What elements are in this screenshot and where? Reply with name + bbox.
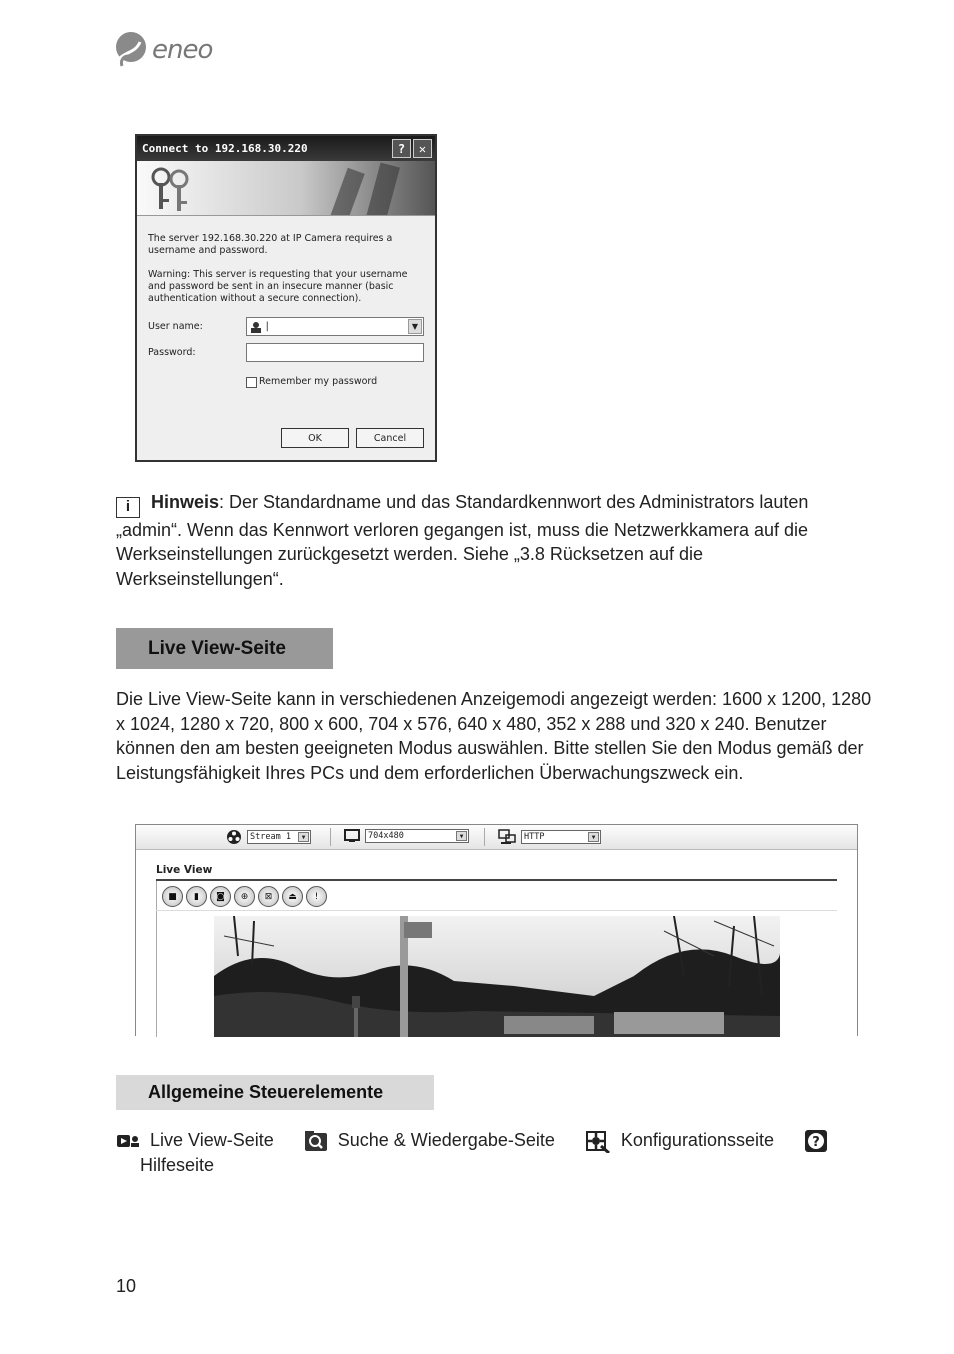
control-label-configuration: Konfigurationsseite [620, 1130, 774, 1150]
monitor-icon [344, 829, 360, 843]
dialog-title: Connect to 192.168.30.220 [142, 142, 308, 155]
username-value: | [265, 320, 269, 332]
camera-image [214, 916, 780, 1037]
control-label-help: Hilfeseite [140, 1155, 215, 1176]
note-text: : Der Standardname und das Standardkennwort des Administrators lauten „admin“. Wenn das Kennwort verloren gegangen ist, muss die Netzwerkkamera auf die Werkseinstellungen zurückgesetzt werden. Siehe „3.8 Rücksetzen auf die Werkseinstellungen“. [116, 492, 809, 589]
dialog-banner [137, 161, 435, 216]
help-icon [804, 1129, 828, 1153]
note-title: Hinweis [151, 492, 220, 512]
eneo-logo [114, 30, 212, 70]
login-dialog [135, 134, 437, 462]
stream-select[interactable]: Stream 1 ▼ [247, 830, 311, 844]
record-button[interactable]: ⏏ [282, 886, 303, 907]
live-view-title: Live View [156, 864, 213, 876]
svg-text:?: ? [812, 1135, 820, 1151]
note-paragraph [116, 490, 856, 591]
pause-button[interactable]: ▮ [186, 886, 207, 907]
dialog-warning: Warning: This server is requesting that your username and password be sent in an insecure manner (basic authentication without a secure connection). [148, 269, 408, 304]
fullscreen-button[interactable]: ⊠ [258, 886, 279, 907]
keys-icon [149, 165, 195, 213]
section-heading-general-controls: Allgemeine Steuerelemente [116, 1075, 434, 1110]
page-number: 10 [116, 1276, 137, 1296]
section-heading-live-view: Live View-Seite [116, 628, 333, 669]
protocol-select[interactable]: HTTP ▼ [521, 830, 601, 844]
resolution-select[interactable]: 704x480 ▼ [365, 829, 469, 843]
control-label-live-view: Live View-Seite [150, 1130, 274, 1150]
help-button[interactable]: ? [392, 139, 411, 158]
live-view-screenshot [135, 824, 858, 1036]
close-button[interactable]: ✕ [413, 139, 432, 158]
eneo-logo-icon [114, 30, 148, 70]
password-field[interactable] [246, 343, 424, 362]
resolution-value: 704x480 [368, 831, 404, 841]
configuration-icon [585, 1129, 611, 1153]
live-view-icon [116, 1131, 140, 1151]
keys-watermark-icon [327, 161, 417, 216]
stream-icon [226, 829, 242, 845]
live-view-toolbar [136, 825, 857, 850]
zoom-button[interactable]: ⊕ [234, 886, 255, 907]
password-label: Password: [148, 346, 196, 358]
logo-text: eneo [152, 35, 213, 65]
dialog-message: The server 192.168.30.220 at IP Camera requires a username and password. [148, 233, 393, 256]
control-label-search-playback: Suche & Wiedergabe-Seite [337, 1130, 555, 1150]
username-dropdown-button[interactable]: ▼ [408, 319, 422, 334]
username-label: User name: [148, 320, 203, 332]
user-icon [250, 321, 262, 333]
username-field[interactable] [246, 317, 424, 336]
remember-checkbox[interactable] [246, 377, 257, 388]
search-playback-icon [304, 1130, 328, 1152]
live-view-tools [162, 886, 327, 907]
live-view-paragraph: Die Live View-Seite kann in verschiedenen Anzeigemodi angezeigt werden: 1600 x 1200, 1280 x 1024, 1280 x 720, 800 x 600, 704 x 576, 640 x 480, 352 x 288 und 320 x 240. Benutzer können den am besten geeigneten Modus auswählen. Bitte stellen Sie den Modus gemäß der Leistungsfähigkeit Ihres PCs und dem erforderlichen Überwachungszweck ein. [116, 689, 872, 783]
stop-button[interactable]: ■ [162, 886, 183, 907]
info-icon: i [116, 497, 140, 518]
ok-button[interactable]: OK [281, 428, 349, 448]
remember-label: Remember my password [259, 376, 378, 387]
snapshot-button[interactable]: ◙ [210, 886, 231, 907]
protocol-value: HTTP [524, 832, 545, 842]
stream-value: Stream 1 [250, 832, 291, 842]
general-controls [116, 1128, 876, 1178]
alarm-button[interactable]: ! [306, 886, 327, 907]
network-icon [498, 829, 516, 845]
cancel-button[interactable]: Cancel [356, 428, 424, 448]
dialog-titlebar [137, 136, 435, 161]
